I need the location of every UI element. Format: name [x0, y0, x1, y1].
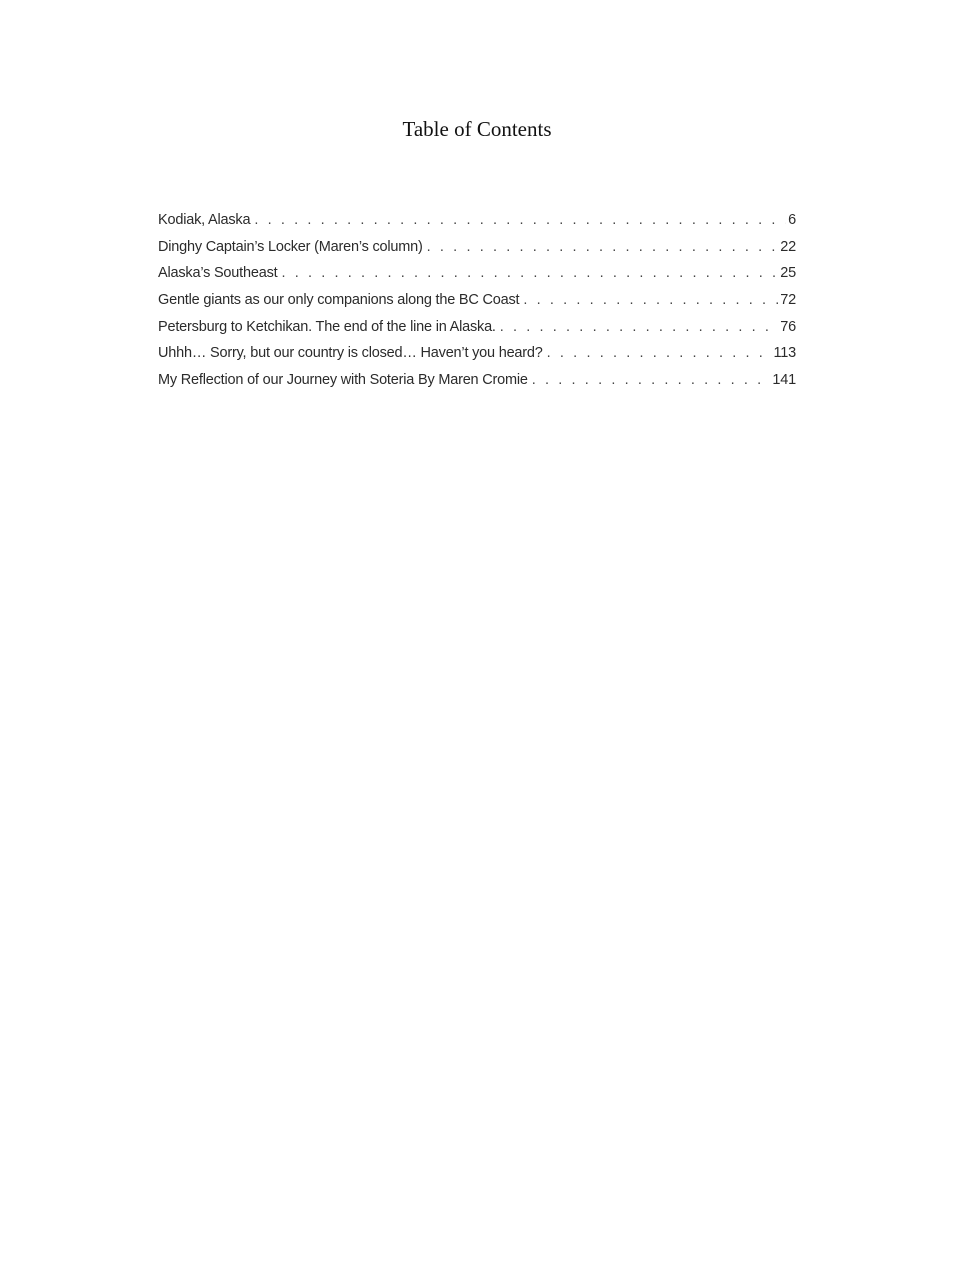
toc-dot-leader: [254, 212, 786, 228]
toc-entry[interactable]: [158, 265, 796, 292]
toc-entry[interactable]: [158, 372, 796, 399]
toc-page-number: 25: [780, 265, 796, 282]
toc-dot-leader: [523, 292, 778, 308]
toc-page-number: 113: [773, 345, 796, 362]
toc-entry[interactable]: [158, 319, 796, 346]
toc-dot-leader: [427, 239, 779, 255]
toc-entry-title: Kodiak, Alaska: [158, 212, 251, 228]
toc-dot-leader: [532, 372, 771, 388]
toc-title: Table of Contents: [402, 117, 552, 141]
toc-dot-leader: [500, 319, 779, 335]
toc-entry-title: Gentle giants as our only companions along the BC Coast: [158, 292, 520, 309]
toc-dot-leader: [547, 345, 772, 361]
toc-page-number: 6: [788, 212, 796, 228]
toc-page-number: 141: [772, 372, 796, 389]
toc-entry-title: Alaska’s Southeast: [158, 265, 278, 282]
toc-page-number: 72: [780, 292, 796, 309]
toc-page-number: 22: [780, 238, 796, 255]
toc-entry[interactable]: [158, 345, 796, 372]
toc-page-number: 76: [780, 318, 796, 335]
toc-list: [158, 212, 796, 399]
toc-entry-title: My Reflection of our Journey with Soteria By Maren Cromie: [158, 372, 528, 389]
toc-entry-title: Petersburg to Ketchikan. The end of the line in Alaska.: [158, 318, 496, 335]
toc-dot-leader: [281, 265, 778, 281]
toc-entry[interactable]: [158, 292, 796, 319]
toc-entry[interactable]: [158, 212, 796, 239]
toc-entry-title: Uhhh… Sorry, but our country is closed… Haven’t you heard?: [158, 345, 543, 362]
toc-entry[interactable]: [158, 239, 796, 266]
toc-entry-title: Dinghy Captain’s Locker (Maren’s column): [158, 238, 423, 255]
